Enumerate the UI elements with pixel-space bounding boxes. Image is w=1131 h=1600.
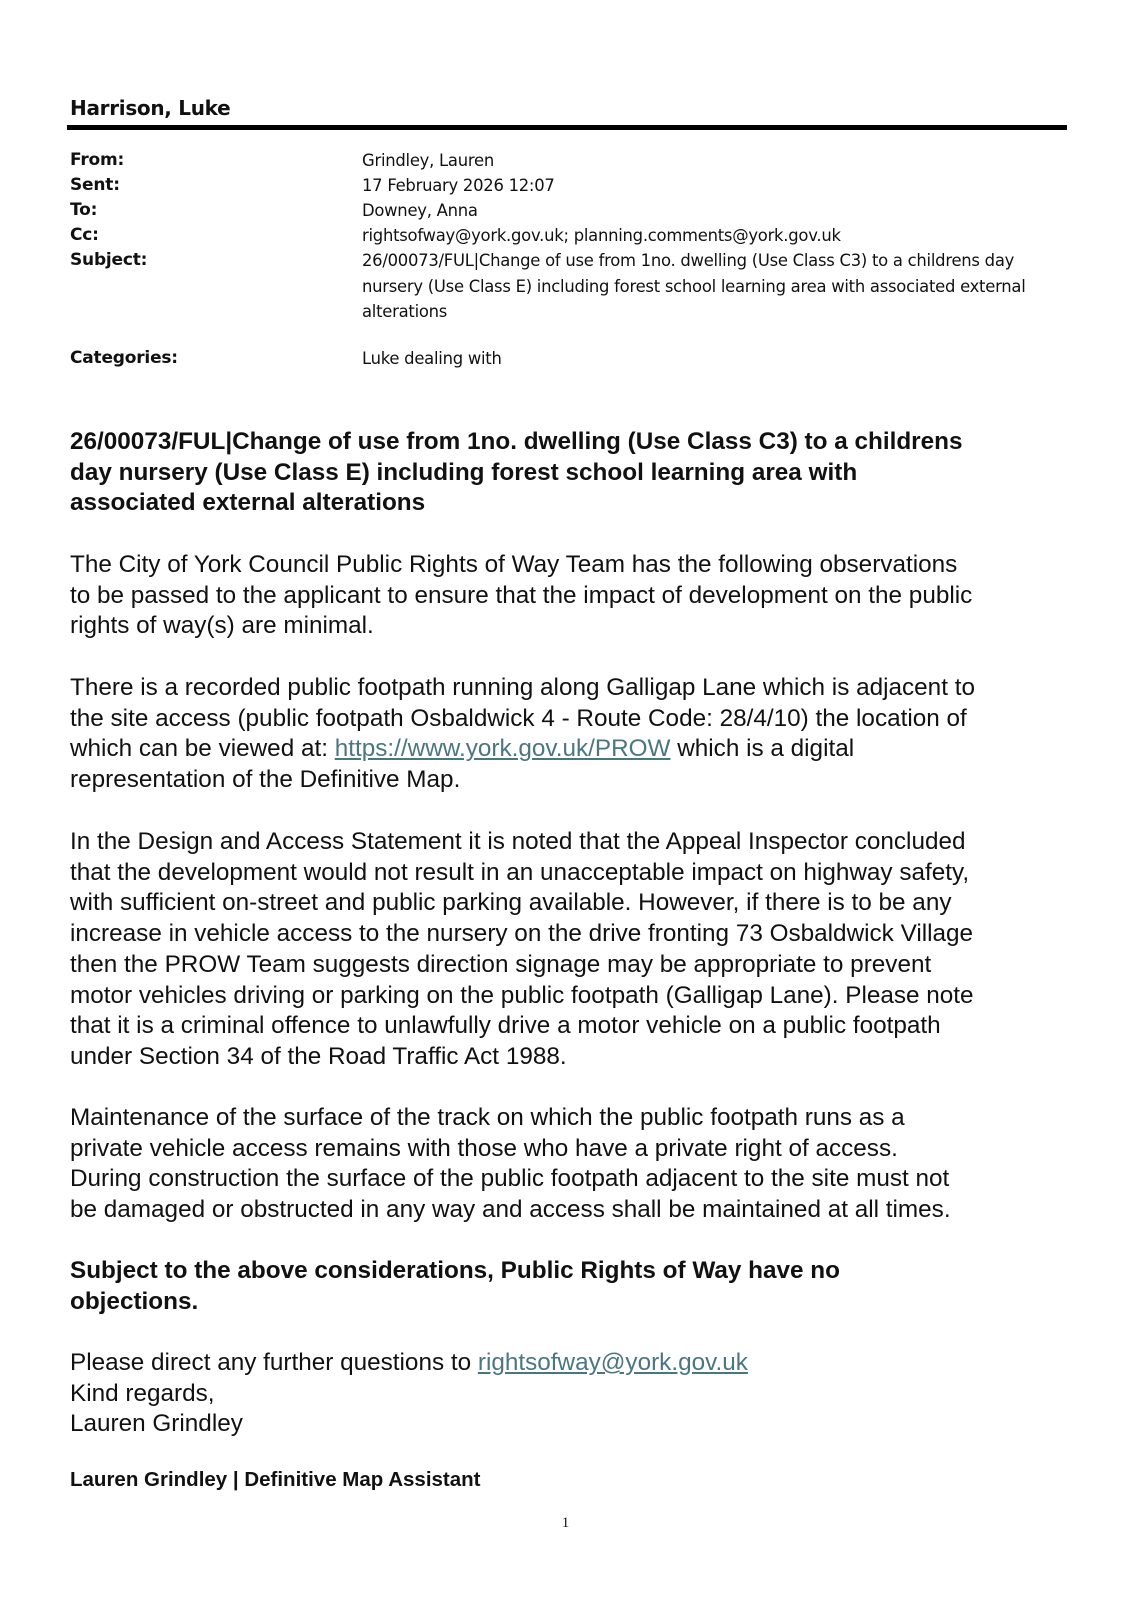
page-number: 1: [561, 1515, 570, 1531]
subject-value: [362, 248, 1062, 325]
body-subject-heading: [70, 427, 1080, 519]
subject-line: alterations: [362, 302, 448, 321]
design-access-paragraph: [70, 827, 1080, 1073]
cc-value: rightsofway@york.gov.uk; planning.comments@york.gov.uk: [362, 226, 841, 245]
paragraph-line: Maintenance of the surface of the track on which the public footpath runs as a: [70, 1104, 905, 1131]
heading-line: 26/00073/FUL|Change of use from 1no. dwelling (Use Class C3) to a childrens: [70, 428, 963, 455]
subject-label: Subject:: [70, 250, 148, 270]
signoff-name: Lauren Grindley: [70, 1410, 243, 1438]
paragraph-line: Please direct any further questions to: [70, 1349, 478, 1376]
paragraph-line: During construction the surface of the public footpath adjacent to the site must not: [70, 1165, 950, 1193]
paragraph-line: private vehicle access remains with those who have a private right of access.: [70, 1134, 898, 1162]
footpath-location-paragraph: [70, 673, 1080, 796]
paragraph-line: then the PROW Team suggests direction signage may be appropriate to prevent: [70, 950, 932, 978]
paragraph-line: Subject to the above considerations, Public Rights of Way have no: [70, 1257, 840, 1284]
paragraph-line: that it is a criminal offence to unlawfully drive a motor vehicle on a public footpath: [70, 1012, 941, 1040]
paragraph-line: under Section 34 of the Road Traffic Act 1988.: [70, 1042, 567, 1070]
paragraph-line: There is a recorded public footpath running along Galligap Lane which is adjacent to: [70, 674, 975, 701]
paragraph-line: the site access (public footpath Osbaldwick 4 - Route Code: 28/4/10) the location of: [70, 704, 967, 732]
to-label: To:: [70, 200, 98, 220]
contact-paragraph: [70, 1348, 1080, 1440]
categories-label: Categories:: [70, 348, 178, 368]
paragraph-line: The City of York Council Public Rights of Way Team has the following observations: [70, 551, 958, 578]
from-value: Grindley, Lauren: [362, 151, 494, 170]
paragraph-line: increase in vehicle access to the nursery on the drive fronting 73 Osbaldwick Village: [70, 920, 974, 948]
from-label: From:: [70, 150, 125, 170]
heading-line: associated external alterations: [70, 489, 426, 517]
categories-value: Luke dealing with: [362, 349, 502, 368]
cc-label: Cc:: [70, 225, 99, 245]
subject-line: 26/00073/FUL|Change of use from 1no. dwelling (Use Class C3) to a childrens day: [362, 251, 1015, 270]
regards-line: Kind regards,: [70, 1379, 215, 1407]
paragraph-line: to be passed to the applicant to ensure that the impact of development on the public: [70, 581, 973, 609]
rightsofway-email-link[interactable]: rightsofway@york.gov.uk: [477, 1349, 748, 1376]
subject-line: nursery (Use Class E) including forest school learning area with associated external: [362, 276, 1026, 296]
maintenance-paragraph: [70, 1103, 1080, 1226]
paragraph-line: objections.: [70, 1287, 199, 1315]
paragraph-line: representation of the Definitive Map.: [70, 766, 461, 794]
header-divider: [67, 125, 1067, 130]
observations-paragraph: [70, 550, 1080, 642]
conclusion-statement: [70, 1256, 1080, 1317]
paragraph-line: rights of way(s) are minimal.: [70, 612, 374, 640]
paragraph-line: which is a digital: [670, 735, 855, 763]
prow-map-link[interactable]: https://www.york.gov.uk/PROW: [334, 735, 671, 763]
paragraph-line: In the Design and Access Statement it is noted that the Appeal Inspector concluded: [70, 828, 966, 855]
sent-value: 17 February 2026 12:07: [362, 176, 555, 195]
paragraph-line: with sufficient on-street and public parking available. However, if there is to be any: [70, 889, 952, 917]
email-signature: Lauren Grindley | Definitive Map Assistant: [70, 1468, 481, 1491]
paragraph-line: that the development would not result in an unacceptable impact on highway safety,: [70, 858, 970, 886]
heading-line: day nursery (Use Class E) including forest school learning area with: [70, 458, 858, 486]
sent-label: Sent:: [70, 175, 120, 195]
mailbox-owner-name: Harrison, Luke: [70, 96, 231, 120]
to-value: Downey, Anna: [362, 201, 478, 220]
paragraph-line: which can be viewed at:: [70, 735, 335, 763]
paragraph-line: motor vehicles driving or parking on the public footpath (Galligap Lane). Please note: [70, 981, 974, 1009]
paragraph-line: be damaged or obstructed in any way and access shall be maintained at all times.: [70, 1196, 951, 1224]
